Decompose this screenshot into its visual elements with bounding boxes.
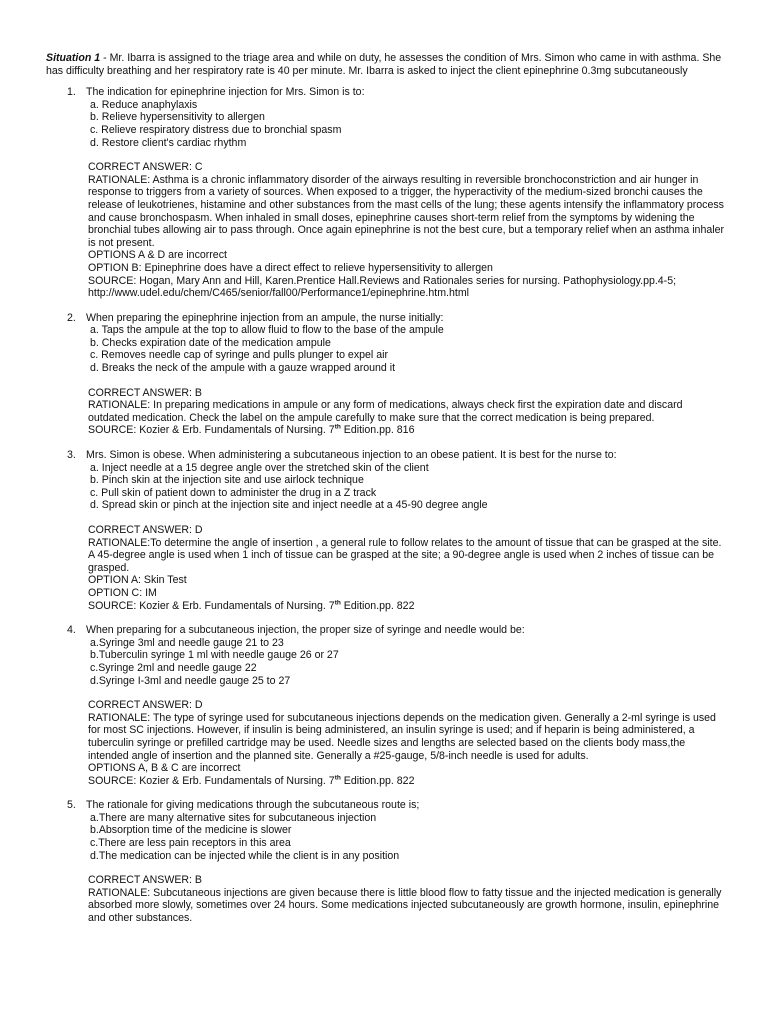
- question-number: 2.: [67, 311, 76, 324]
- option-d: d. Breaks the neck of the ampule with a gauze wrapped around it: [90, 362, 396, 375]
- question-text: Mrs. Simon is obese. When administering a subcutaneous injection to an obese patient. It is best for the nurse to:: [86, 449, 617, 462]
- option-c: c. Relieve respiratory distress due to bronchial spasm: [90, 123, 342, 136]
- source-edition: Edition.pp. 822: [340, 599, 415, 612]
- option-a: a.There are many alternative sites for subcutaneous injection: [90, 811, 377, 824]
- question-stem: [67, 624, 726, 637]
- question-number: 5.: [67, 799, 76, 812]
- option-c: c.There are less pain receptors in this area: [90, 837, 291, 850]
- edition-superscript: th: [334, 774, 341, 782]
- option-note: OPTIONS A, B & C are incorrect: [88, 762, 241, 775]
- question-number: 1.: [67, 86, 76, 99]
- question-4: [46, 624, 726, 787]
- option-note: OPTION C: IM: [88, 586, 157, 599]
- question-text: The indication for epinephrine injection for Mrs. Simon is to:: [86, 86, 365, 99]
- question-text: When preparing the epinephrine injection from an ampule, the nurse initially:: [86, 311, 444, 324]
- option-list: [90, 99, 726, 149]
- option-a: a. Inject needle at a 15 degree angle over the stretched skin of the client: [90, 461, 429, 474]
- question-1: [46, 86, 726, 300]
- option-c: c.Syringe 2ml and needle gauge 22: [90, 661, 257, 674]
- answer-block: [88, 874, 726, 924]
- rationale: RATIONALE: Subcutaneous injections are given because there is little blood flow to fatty tissue and the injected medication is generally absorbed more slowly, sometimes over 24 hours. Some medications injected subcutaneously are growth hormone, insulin, epinephrine and other substances.: [88, 886, 722, 925]
- edition-superscript: th: [334, 599, 341, 607]
- source-edition: Edition.pp. 822: [340, 774, 415, 787]
- correct-answer: CORRECT ANSWER: D: [88, 524, 203, 536]
- situation-text: - Mr. Ibarra is assigned to the triage area and while on duty, he assesses the condition of Mrs. Simon who came in with asthma. She has difficulty breathing and her respiratory rate is 40 per minute. Mr. Ibarra is asked to inject the client epinephrine 0.3mg subcutaneously: [46, 52, 722, 77]
- correct-answer: CORRECT ANSWER: D: [88, 699, 203, 712]
- option-list: [90, 637, 726, 687]
- answer-block: [88, 524, 726, 612]
- question-stem: [67, 86, 726, 99]
- rationale: RATIONALE: The type of syringe used for subcutaneous injections depends on the medication given. Generally a 2-ml syringe is used for most SC injections. However, if insulin is being administered, an insulin syringe is used; and if heparin is being administered, a tuberculin syringe or prefilled cartridge may be used. Needle sizes and lengths are selected based on the clients body mass,the intended angle of insertion and the planned site. Generally a #25-gauge, 5/8-inch needle is used for adults.: [88, 711, 716, 762]
- option-b: b. Checks expiration date of the medication ampule: [90, 336, 331, 349]
- answer-block: [88, 161, 726, 300]
- question-number: 3.: [67, 449, 76, 462]
- option-d: d. Restore client's cardiac rhythm: [90, 136, 247, 149]
- correct-answer: CORRECT ANSWER: B: [88, 874, 202, 887]
- option-b: b. Pinch skin at the injection site and use airlock technique: [90, 474, 364, 487]
- option-c: c. Pull skin of patient down to administer the drug in a Z track: [90, 486, 377, 499]
- option-b: b. Relieve hypersensitivity to allergen: [90, 111, 265, 124]
- option-list: [90, 324, 726, 374]
- source: [88, 600, 726, 613]
- question-stem: [67, 799, 726, 812]
- option-c: c. Removes needle cap of syringe and pulls plunger to expel air: [90, 349, 388, 362]
- question-stem: [67, 449, 726, 462]
- answer-block: [88, 387, 726, 437]
- question-2: [46, 312, 726, 437]
- source: [88, 775, 726, 788]
- option-a: a. Taps the ampule at the top to allow fluid to flow to the base of the ampule: [90, 324, 444, 337]
- situation-paragraph: [46, 52, 726, 77]
- question-3: [46, 449, 726, 612]
- option-b: b.Absorption time of the medicine is slower: [90, 824, 292, 837]
- question-number: 4.: [67, 624, 76, 637]
- correct-answer: CORRECT ANSWER: C: [88, 161, 203, 174]
- rationale: RATIONALE: In preparing medications in ampule or any form of medications, always check first the expiration date and discard outdated medication. Check the label on the ampule carefully to make sure that the correct medication is being prepared.: [88, 399, 683, 424]
- question-text: When preparing for a subcutaneous injection, the proper size of syringe and needle would be:: [86, 624, 525, 637]
- question-text: The rationale for giving medications through the subcutaneous route is;: [86, 799, 420, 812]
- option-a: a. Reduce anaphylaxis: [90, 98, 198, 111]
- option-d: d.Syringe I-3ml and needle gauge 25 to 27: [90, 674, 291, 687]
- option-note: OPTION B: Epinephrine does have a direct effect to relieve hypersensitivity to allergen: [88, 261, 493, 274]
- option-note: OPTIONS A & D are incorrect: [88, 249, 227, 262]
- source-text: SOURCE: Kozier & Erb. Fundamentals of Nursing. 7: [88, 774, 335, 787]
- situation-label: Situation 1: [46, 52, 101, 64]
- question-stem: [67, 312, 726, 325]
- source-text: SOURCE: Kozier & Erb. Fundamentals of Nursing. 7: [88, 424, 335, 437]
- option-list: [90, 812, 726, 862]
- answer-block: [88, 699, 726, 787]
- option-list: [90, 462, 726, 512]
- rationale: RATIONALE:To determine the angle of insertion , a general rule to follow relates to the amount of tissue that can be grasped at the site. A 45-degree angle is used when 1 inch of tissue can be grasped at the site; a 90-degree angle is used when 2 inches of tissue can be grasped.: [88, 536, 722, 574]
- option-d: d.The medication can be injected while the client is in any position: [90, 849, 400, 862]
- option-note: OPTION A: Skin Test: [88, 574, 187, 587]
- source-text: SOURCE: Kozier & Erb. Fundamentals of Nursing. 7: [88, 599, 335, 612]
- source-edition: Edition.pp. 816: [340, 424, 415, 437]
- option-b: b.Tuberculin syringe 1 ml with needle gauge 26 or 27: [90, 649, 339, 662]
- correct-answer: CORRECT ANSWER: B: [88, 386, 202, 399]
- document-page: [46, 52, 726, 937]
- option-d: d. Spread skin or pinch at the injection site and inject needle at a 45-90 degree angle: [90, 499, 488, 512]
- rationale: RATIONALE: Asthma is a chronic inflammatory disorder of the airways resulting in reversible bronchoconstriction and air hunger in response to triggers from a variety of sources. When exposed to a trigger, the hyperactivity of the medium-sized bronchi causes the release of leukotrienes, histamine and other substances from the mast cells of the lung; these agents intensify the inflammatory process and cause bronchospasm. When inhaled in small doses, epinephrine causes short-term relief from the symptoms by widening the bronchial tubes allowing air to pass through. Once again epinephrine is not the best cure, but a temporary relief when an asthma inhaler is not present.: [88, 173, 725, 249]
- source: SOURCE: Hogan, Mary Ann and Hill, Karen.Prentice Hall.Reviews and Rationales series for nursing. Pathophysiology.pp.4-5; http://www.udel.edu/chem/C465/senior/fall00/Performance1/epinephrine.htm.html: [88, 274, 677, 300]
- edition-superscript: th: [334, 423, 341, 431]
- source: [88, 424, 726, 437]
- option-a: a.Syringe 3ml and needle gauge 21 to 23: [90, 636, 284, 649]
- question-5: [46, 799, 726, 924]
